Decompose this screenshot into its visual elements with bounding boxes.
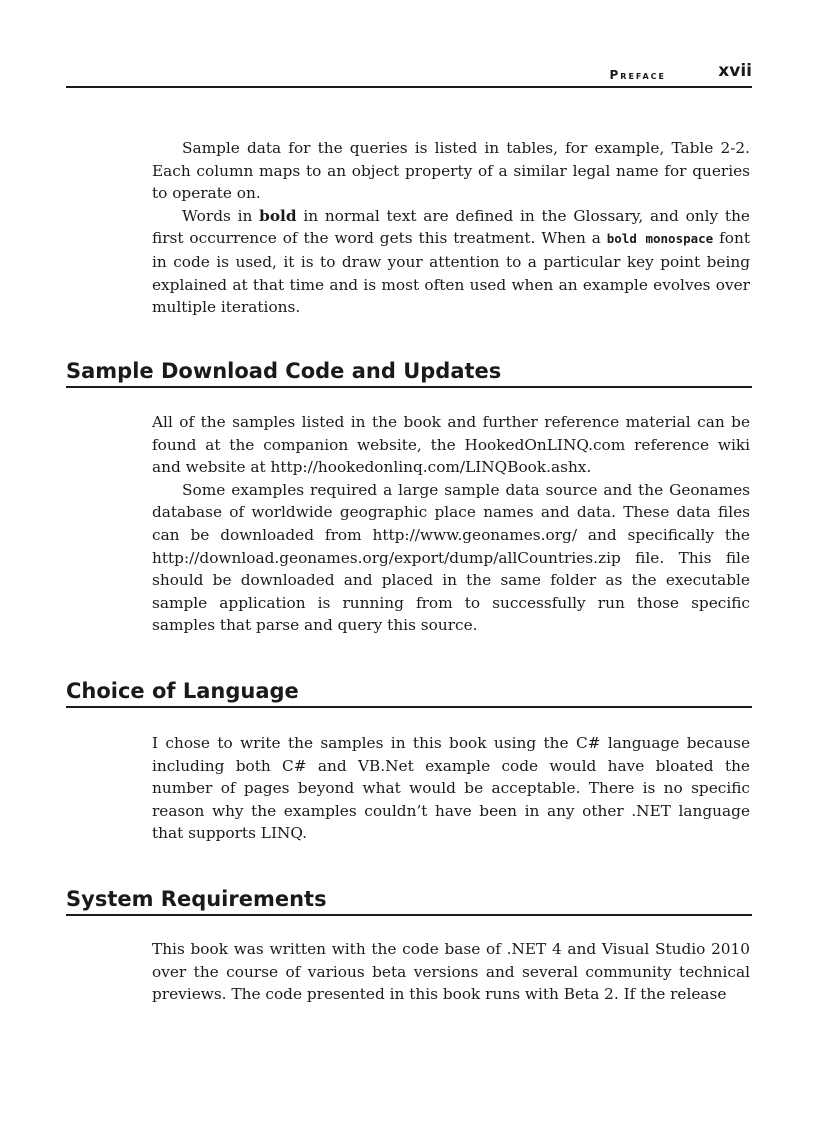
intro-paragraph-2 <box>152 205 750 319</box>
section-heading-download: Sample Download Code and Updates <box>66 359 752 388</box>
page-header <box>66 60 752 88</box>
requirements-paragraph-1: This book was written with the code base of .NET 4 and Visual Studio 2010 over the course of various beta versions and several community technical previews. The code presented in this book runs with Beta 2. If the release <box>152 940 750 1004</box>
section-heading-requirements: System Requirements <box>66 887 752 916</box>
bold-term: bold <box>259 206 297 225</box>
intro-p2-pre: Words in <box>182 206 260 225</box>
intro-p2-mid: in normal text are defined in the Glossary, and only the first occurrence of the word gets this treatment. When a <box>152 206 750 248</box>
intro-p2-post: font in code is used, it is to draw your attention to a particular key point being explained at that time and is most often used when an example evolves over multiple iterations. <box>152 229 750 317</box>
mono-term: bold monospace <box>606 231 714 247</box>
download-paragraph-2: Some examples required a large sample data source and the Geonames database of worldwide geographic place names and data. These data files can be downloaded from http://www.geonames.org/ and specifically the http://download.geonames.org/export/dump/allCountries.zip file. This file should be downloaded and placed in the same folder as the executable sample application is running from to successfully run those specific samples that parse and query this source. <box>152 480 750 635</box>
section-requirements-text <box>152 938 750 1006</box>
section-language-text <box>152 732 750 845</box>
download-paragraph-1: All of the samples listed in the book and further reference material can be found at the companion website, the HookedOnLINQ.com reference wiki and website at http://hookedonlinq.com/LINQBook.ashx. <box>152 413 750 477</box>
language-paragraph-1: I chose to write the samples in this book using the C# language because including both C# and VB.Net example code would have bloated the number of pages beyond what would be acceptable. There is no specific reason why the examples couldn’t have been in any other .NET language that supports LINQ. <box>152 734 750 843</box>
intro-text <box>152 137 750 319</box>
intro-paragraph-1: Sample data for the queries is listed in tables, for example, Table 2-2. Each column maps to an object property of a similar legal name for queries to operate on. <box>152 139 750 203</box>
section-download-text <box>152 411 750 637</box>
running-head: Preface <box>609 68 666 82</box>
page-number: xvii <box>718 61 752 81</box>
section-heading-language: Choice of Language <box>66 679 752 708</box>
